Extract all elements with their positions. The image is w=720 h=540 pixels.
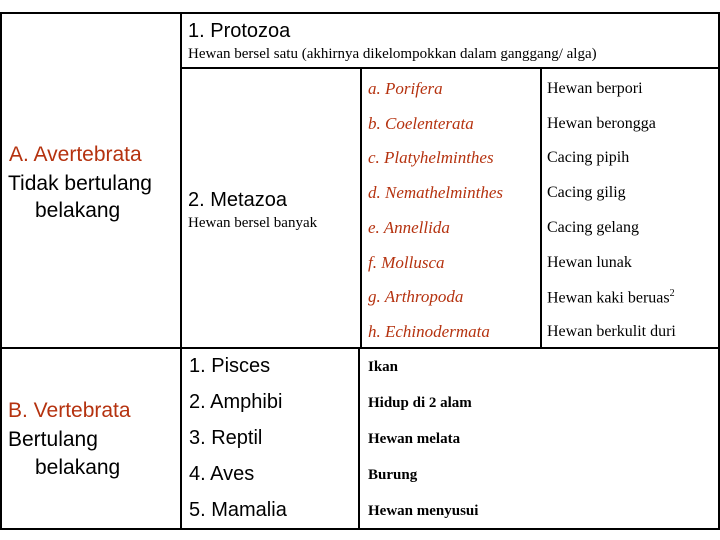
- metazoa-desc: Hewan bersel banyak: [188, 215, 318, 231]
- phylum-meaning: Hewan kaki beruas: [547, 289, 670, 307]
- phylum-name: c. Platyhelminthes: [368, 148, 494, 167]
- class-name: 5. Mamalia: [189, 499, 287, 521]
- class-meaning: Burung: [368, 467, 418, 483]
- outer-border-top: [0, 12, 720, 14]
- class-name: 1. Pisces: [189, 355, 271, 377]
- class-meaning: Ikan: [368, 359, 399, 375]
- column-divider-1: [180, 12, 182, 530]
- class-name: 2. Amphibi: [189, 391, 283, 413]
- section-divider: [0, 347, 720, 349]
- phylum-name: e. Annellida: [368, 218, 450, 237]
- phylum-meaning: Hewan berpori: [547, 80, 643, 97]
- vertebrata-desc-line1: Bertulang: [8, 428, 98, 451]
- metazoa-title: 2. Metazoa: [188, 189, 287, 211]
- avertebrata-desc-line1: Tidak bertulang: [8, 172, 152, 195]
- phylum-meaning: Cacing gelang: [547, 219, 639, 236]
- class-meaning: Hewan menyusui: [368, 503, 479, 519]
- phylum-meaning-with-superscript: [547, 288, 675, 307]
- outer-border-left: [0, 12, 2, 530]
- vertebrata-divider: [358, 349, 360, 530]
- class-name: 4. Aves: [189, 463, 255, 485]
- phylum-name: f. Mollusca: [368, 253, 445, 272]
- class-meaning: Hidup di 2 alam: [368, 395, 472, 411]
- outer-border-bottom: [0, 528, 720, 530]
- phylum-name: d. Nemathelminthes: [368, 183, 504, 202]
- phylum-meaning: Hewan berongga: [547, 115, 656, 132]
- phylum-meaning: Hewan lunak: [547, 254, 632, 271]
- phyla-left-border: [360, 69, 362, 347]
- vertebrata-title: B. Vertebrata: [8, 399, 131, 422]
- phylum-name: h. Echinodermata: [368, 322, 490, 341]
- protozoa-title: 1. Protozoa: [188, 20, 291, 42]
- phylum-meaning: Cacing pipih: [547, 149, 630, 166]
- phylum-name: g. Arthropoda: [368, 287, 464, 306]
- protozoa-divider: [180, 67, 720, 69]
- protozoa-desc: Hewan bersel satu (akhirnya dikelompokkan dalam ganggang/ alga): [188, 46, 597, 62]
- phylum-meaning: Hewan berkulit duri: [547, 323, 676, 340]
- vertebrata-desc-line2: belakang: [35, 456, 121, 479]
- phylum-name: b. Coelenterata: [368, 114, 474, 133]
- class-meaning: Hewan melata: [368, 431, 461, 447]
- avertebrata-desc-line2: belakang: [35, 199, 121, 222]
- phylum-name: a. Porifera: [368, 79, 443, 98]
- avertebrata-title: A. Avertebrata: [9, 143, 142, 166]
- superscript: 2: [669, 288, 675, 299]
- phylum-meaning: Cacing gilig: [547, 184, 626, 201]
- class-name: 3. Reptil: [189, 427, 263, 449]
- phyla-mid-border: [540, 69, 542, 347]
